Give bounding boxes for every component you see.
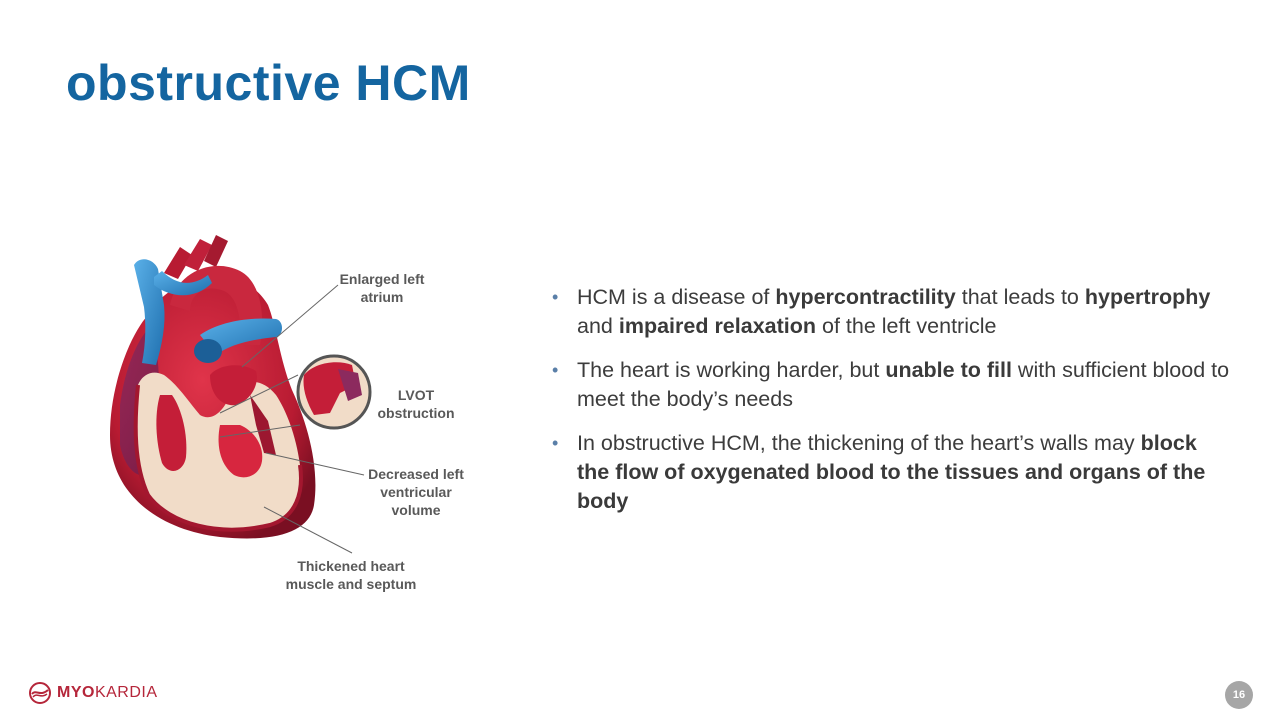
bullet-text-bold: unable to fill	[885, 358, 1012, 382]
bullet-text-bold: hypertrophy	[1084, 285, 1211, 309]
label-enlarged-atrium: Enlarged left atrium	[339, 271, 425, 305]
bullet-item	[552, 283, 1232, 341]
company-logo	[28, 681, 158, 705]
bullet-text-bold: impaired relaxation	[618, 314, 817, 338]
slide-title: obstructive HCM	[66, 55, 471, 111]
bullet-text: HCM is a disease of	[577, 285, 776, 309]
bullet-text-bold: hypercontractility	[775, 285, 956, 309]
bullet-text: In obstructive HCM, the thickening of the heart’s walls may	[577, 431, 1141, 455]
bullet-item	[552, 429, 1232, 516]
bullet-text: with sufficient blood to meet the body’s needs	[577, 358, 1230, 411]
bullet-list	[552, 283, 1232, 531]
bullet-text: of the left ventricle	[816, 314, 997, 338]
bullet-text-bold: block the flow of oxygenated blood to the tissues and organs of the body	[577, 431, 1206, 513]
bullet-text: and	[577, 314, 619, 338]
heart-illustration	[100, 225, 500, 605]
bullet-item	[552, 356, 1232, 414]
bullet-text: The heart is working harder, but	[577, 358, 886, 382]
label-decreased-volume: Decreased left ventricular volume	[368, 466, 464, 518]
logo-wordmark: MYOKARDIA	[57, 684, 158, 701]
page-number-badge: 16	[1225, 681, 1253, 709]
bullet-text: that leads to	[955, 285, 1085, 309]
myokardia-logo-icon	[28, 681, 52, 705]
label-thickened-muscle: Thickened heart muscle and septum	[285, 558, 417, 592]
label-lvot-obstruction: LVOT obstruction	[377, 387, 455, 421]
